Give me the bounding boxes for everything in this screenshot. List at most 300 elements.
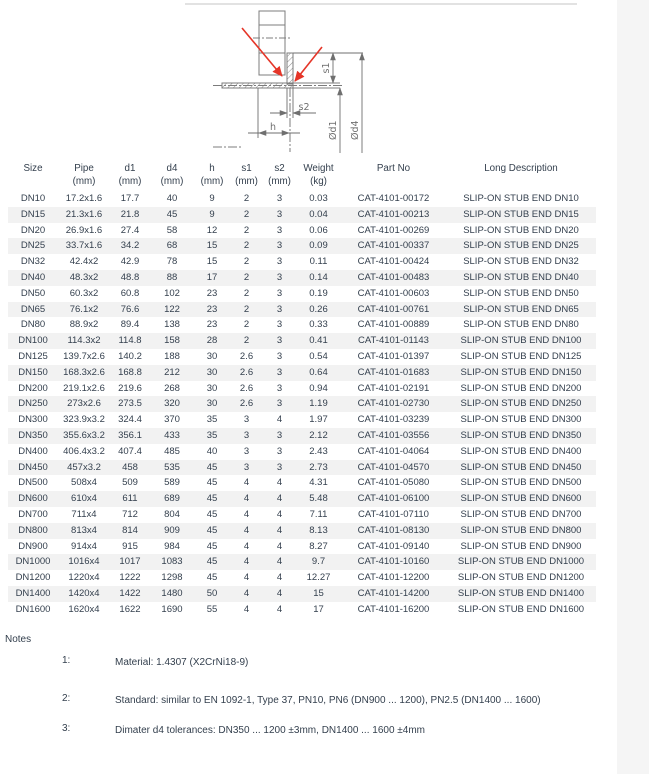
table-cell: 3 bbox=[276, 382, 283, 394]
table-cell: 88 bbox=[166, 271, 178, 283]
table-cell: 4 bbox=[243, 540, 250, 552]
table-cell: 0.04 bbox=[309, 208, 328, 220]
table-cell: 23 bbox=[206, 319, 218, 331]
table-cell: 1420x4 bbox=[68, 587, 100, 599]
spec-table bbox=[8, 161, 596, 618]
table-cell: 2 bbox=[243, 256, 250, 268]
table-cell: 0.19 bbox=[309, 287, 328, 299]
table-cell: 1017 bbox=[119, 556, 141, 568]
column-header-label: Pipe bbox=[74, 163, 94, 174]
table-row bbox=[8, 381, 596, 397]
table-row bbox=[8, 570, 596, 586]
table-cell: SLIP-ON STUB END DN300 bbox=[460, 414, 582, 426]
table-cell: 3 bbox=[276, 429, 283, 441]
table-row bbox=[8, 539, 596, 555]
table-cell: 3 bbox=[276, 461, 283, 473]
label-h: h bbox=[269, 122, 277, 133]
table-cell: 1298 bbox=[161, 572, 183, 584]
table-cell: 610x4 bbox=[71, 493, 97, 505]
table-cell: SLIP-ON STUB END DN40 bbox=[463, 271, 579, 283]
table-cell: 2 bbox=[243, 319, 250, 331]
table-cell: 535 bbox=[164, 461, 180, 473]
table-cell: 139.7x2.6 bbox=[63, 350, 105, 362]
table-cell: 35 bbox=[206, 429, 218, 441]
table-cell: 323.9x3.2 bbox=[63, 414, 105, 426]
table-cell: 58 bbox=[166, 224, 178, 236]
table-cell: 12 bbox=[206, 224, 218, 236]
table-cell: 1620x4 bbox=[68, 603, 100, 615]
table-cell: CAT-4101-00483 bbox=[357, 271, 430, 283]
table-cell: 12.27 bbox=[306, 572, 331, 584]
column-header-size bbox=[8, 161, 58, 191]
table-cell: DN1200 bbox=[15, 572, 51, 584]
table-row bbox=[8, 270, 596, 286]
table-cell: 268 bbox=[164, 382, 180, 394]
table-cell: 4 bbox=[276, 493, 283, 505]
table-cell: 4 bbox=[276, 477, 283, 489]
table-cell: 45 bbox=[206, 477, 218, 489]
table-cell: 407.4 bbox=[118, 445, 142, 457]
table-cell: DN50 bbox=[20, 287, 46, 299]
table-cell: 4.31 bbox=[309, 477, 328, 489]
table-row bbox=[8, 286, 596, 302]
table-cell: 0.06 bbox=[309, 224, 328, 236]
note-item bbox=[5, 655, 595, 670]
table-cell: 76.1x2 bbox=[69, 303, 99, 315]
table-cell: CAT-4101-01397 bbox=[357, 350, 430, 362]
table-cell: 30 bbox=[206, 366, 218, 378]
table-cell: 3 bbox=[276, 193, 283, 204]
table-cell: 48.3x2 bbox=[69, 271, 99, 283]
column-header-unit: (mm) bbox=[200, 176, 224, 187]
table-cell: 324.4 bbox=[118, 414, 142, 426]
label-s1: s1 bbox=[321, 62, 332, 74]
table-cell: 1083 bbox=[161, 556, 183, 568]
table-cell: DN40 bbox=[20, 271, 46, 283]
table-cell: DN500 bbox=[18, 477, 48, 489]
weld-arrow-inner bbox=[242, 28, 282, 76]
table-cell: 30 bbox=[206, 382, 218, 394]
table-cell: 509 bbox=[122, 477, 138, 489]
table-row bbox=[8, 349, 596, 365]
table-cell: 589 bbox=[164, 477, 180, 489]
table-body bbox=[8, 191, 596, 618]
table-cell: 5.48 bbox=[309, 493, 328, 505]
table-cell: CAT-4101-01143 bbox=[358, 335, 429, 347]
table-cell: 30 bbox=[206, 350, 218, 362]
table-cell: CAT-4101-00603 bbox=[357, 287, 430, 299]
figure-area bbox=[185, 0, 577, 158]
table-row bbox=[8, 444, 596, 460]
table-cell: 2.6 bbox=[239, 398, 254, 410]
table-row bbox=[8, 396, 596, 412]
table-cell: 102 bbox=[164, 287, 180, 299]
table-cell: CAT-4101-08130 bbox=[357, 524, 430, 536]
notes-heading: Notes bbox=[5, 634, 32, 645]
column-header-part-no bbox=[341, 161, 446, 191]
table-cell: 114.3x2 bbox=[67, 335, 101, 347]
table-cell: 76.6 bbox=[120, 303, 140, 315]
table-cell: 42.4x2 bbox=[69, 256, 99, 268]
table-cell: 1480 bbox=[161, 587, 183, 599]
note-number: 1: bbox=[62, 655, 71, 666]
table-cell: 689 bbox=[164, 493, 180, 505]
table-cell: 611 bbox=[122, 493, 138, 505]
table-cell: 2.12 bbox=[309, 429, 328, 441]
table-cell: 3 bbox=[243, 414, 250, 426]
column-header-s1 bbox=[230, 161, 263, 191]
table-cell: 17.7 bbox=[120, 193, 140, 204]
table-cell: SLIP-ON STUB END DN900 bbox=[460, 540, 582, 552]
table-cell: DN900 bbox=[18, 540, 48, 552]
table-cell: 4 bbox=[243, 556, 250, 568]
table-cell: CAT-4101-03239 bbox=[357, 414, 430, 426]
table-cell: 458 bbox=[122, 461, 138, 473]
table-cell: 9 bbox=[209, 193, 215, 204]
column-header-label: s2 bbox=[274, 163, 285, 174]
table-cell: 3 bbox=[276, 445, 283, 457]
table-cell: SLIP-ON STUB END DN800 bbox=[460, 524, 582, 536]
column-header-unit: (mm) bbox=[235, 176, 258, 187]
table-cell: SLIP-ON STUB END DN150 bbox=[460, 366, 582, 378]
column-header-label: s1 bbox=[241, 163, 252, 174]
table-cell: 168.3x2.6 bbox=[63, 366, 105, 378]
table-cell: 3 bbox=[276, 335, 283, 347]
column-header-pipe bbox=[58, 161, 110, 191]
table-cell: 219.6 bbox=[118, 382, 142, 394]
table-cell: 0.54 bbox=[309, 350, 328, 362]
table-cell: SLIP-ON STUB END DN15 bbox=[463, 208, 579, 220]
table-cell: 45 bbox=[206, 540, 218, 552]
table-cell: 3 bbox=[276, 366, 283, 378]
table-cell: 138 bbox=[164, 319, 180, 331]
column-header-d4 bbox=[150, 161, 194, 191]
column-header-label: d1 bbox=[124, 163, 136, 174]
table-cell: 26.9x1.6 bbox=[65, 224, 103, 236]
table-cell: DN1000 bbox=[15, 556, 51, 568]
column-header-label: Size bbox=[23, 163, 43, 174]
table-row bbox=[8, 254, 596, 270]
table-cell: DN1600 bbox=[15, 603, 51, 615]
table-cell: 1.97 bbox=[309, 414, 328, 426]
table-cell: CAT-4101-07110 bbox=[358, 508, 429, 520]
table-row bbox=[8, 523, 596, 539]
table-cell: 2 bbox=[243, 287, 250, 299]
table-cell: CAT-4101-00424 bbox=[357, 256, 430, 268]
notes-list bbox=[5, 655, 595, 738]
table-cell: 89.4 bbox=[120, 319, 140, 331]
label-d1: Ød1 bbox=[328, 120, 339, 140]
table-cell: 915 bbox=[122, 540, 138, 552]
table-cell: 45 bbox=[206, 556, 218, 568]
table-cell: SLIP-ON STUB END DN100 bbox=[460, 335, 582, 347]
table-cell: 21.8 bbox=[120, 208, 140, 220]
table-cell: SLIP-ON STUB END DN125 bbox=[460, 350, 582, 362]
table-cell: DN32 bbox=[20, 256, 46, 268]
table-cell: SLIP-ON STUB END DN80 bbox=[463, 319, 579, 331]
column-header-unit: (mm) bbox=[160, 176, 184, 187]
table-cell: 457x3.2 bbox=[67, 461, 101, 473]
table-cell: 27.4 bbox=[120, 224, 140, 236]
table-cell: 711x4 bbox=[71, 508, 97, 520]
column-header-unit: (mm) bbox=[118, 176, 142, 187]
table-cell: CAT-4101-04570 bbox=[357, 461, 430, 473]
table-cell: DN65 bbox=[20, 303, 46, 315]
table-row bbox=[8, 586, 596, 602]
table-cell: 320 bbox=[164, 398, 180, 410]
table-cell: 3 bbox=[276, 319, 283, 331]
table-cell: CAT-4101-03556 bbox=[357, 429, 430, 441]
right-gutter bbox=[617, 0, 649, 774]
table-cell: DN700 bbox=[18, 508, 48, 520]
table-cell: 2.6 bbox=[239, 366, 254, 378]
table-cell: DN800 bbox=[18, 524, 48, 536]
table-cell: CAT-4101-02730 bbox=[357, 398, 430, 410]
table-cell: CAT-4101-02191 bbox=[357, 382, 430, 394]
column-header-unit: (mm) bbox=[72, 176, 96, 187]
table-cell: CAT-4101-10160 bbox=[357, 556, 430, 568]
table-cell: SLIP-ON STUB END DN1400 bbox=[457, 587, 585, 599]
table-cell: DN100 bbox=[18, 335, 48, 347]
table-cell: 0.64 bbox=[309, 366, 328, 378]
table-cell: 45 bbox=[206, 493, 218, 505]
table-row bbox=[8, 207, 596, 223]
table-cell: CAT-4101-14200 bbox=[357, 587, 430, 599]
table-cell: 0.03 bbox=[309, 193, 328, 204]
table-row bbox=[8, 317, 596, 333]
column-header-h bbox=[194, 161, 230, 191]
table-cell: 0.94 bbox=[309, 382, 328, 394]
note-text: Material: 1.4307 (X2CrNi18-9) bbox=[115, 657, 249, 668]
table-cell: 0.11 bbox=[309, 256, 328, 268]
table-cell: 3 bbox=[276, 398, 283, 410]
table-row bbox=[8, 302, 596, 318]
table-row bbox=[8, 460, 596, 476]
table-cell: 8.13 bbox=[309, 524, 328, 536]
table-cell: 3 bbox=[276, 224, 283, 236]
table-cell: 23 bbox=[206, 287, 218, 299]
table-cell: SLIP-ON STUB END DN400 bbox=[460, 445, 582, 457]
table-cell: DN250 bbox=[18, 398, 48, 410]
table-cell: 4 bbox=[243, 477, 250, 489]
table-cell: 804 bbox=[164, 508, 180, 520]
table-row bbox=[8, 333, 596, 349]
table-cell: 370 bbox=[164, 414, 180, 426]
table-cell: 0.41 bbox=[309, 335, 328, 347]
table-cell: DN80 bbox=[20, 319, 46, 331]
stub-end-drawing bbox=[185, 0, 577, 158]
table-cell: SLIP-ON STUB END DN1200 bbox=[457, 572, 585, 584]
table-cell: 273.5 bbox=[118, 398, 142, 410]
table-cell: 60.8 bbox=[120, 287, 140, 299]
table-cell: DN150 bbox=[18, 366, 48, 378]
table-cell: 9 bbox=[209, 208, 215, 220]
table-row bbox=[8, 412, 596, 428]
table-cell: 4 bbox=[243, 572, 250, 584]
table-cell: 1222 bbox=[119, 572, 141, 584]
table-cell: 45 bbox=[206, 461, 218, 473]
column-header-label: Long Description bbox=[484, 163, 558, 174]
table-cell: 55 bbox=[206, 603, 218, 615]
table-cell: 3 bbox=[243, 461, 250, 473]
table-cell: 2.73 bbox=[309, 461, 328, 473]
table-cell: 21.3x1.6 bbox=[65, 208, 103, 220]
table-cell: 814 bbox=[122, 524, 138, 536]
table-header-row bbox=[8, 161, 596, 191]
note-number: 3: bbox=[62, 723, 71, 734]
table-cell: 2 bbox=[243, 208, 250, 220]
table-cell: CAT-4101-05080 bbox=[357, 477, 430, 489]
column-header-unit: (mm) bbox=[268, 176, 291, 187]
flange-outline bbox=[253, 11, 291, 75]
table-cell: CAT-4101-09140 bbox=[357, 540, 430, 552]
table-cell: 2 bbox=[243, 303, 250, 315]
table-cell: 273x2.6 bbox=[67, 398, 101, 410]
table-row bbox=[8, 191, 596, 207]
table-cell: SLIP-ON STUB END DN50 bbox=[463, 287, 579, 299]
table-row bbox=[8, 428, 596, 444]
table-cell: 485 bbox=[164, 445, 180, 457]
column-header-label: Weight bbox=[303, 163, 334, 174]
table-cell: 40 bbox=[166, 193, 178, 204]
table-row bbox=[8, 507, 596, 523]
note-text: Standard: similar to EN 1092-1, Type 37, PN10, PN6 (DN900 ... 1200), PN2.5 (DN1400 ... 1600) bbox=[115, 695, 541, 706]
table-cell: 3 bbox=[276, 256, 283, 268]
column-header-d1 bbox=[110, 161, 150, 191]
table-cell: 212 bbox=[164, 366, 180, 378]
table-cell: SLIP-ON STUB END DN10 bbox=[463, 193, 579, 204]
table-cell: 4 bbox=[276, 414, 283, 426]
weld-arrow-outer bbox=[295, 47, 322, 81]
table-cell: 3 bbox=[276, 208, 283, 220]
table-cell: 4 bbox=[243, 603, 250, 615]
table-cell: 45 bbox=[206, 508, 218, 520]
table-cell: SLIP-ON STUB END DN20 bbox=[463, 224, 579, 236]
table-cell: 3 bbox=[276, 271, 283, 283]
table-cell: 35 bbox=[206, 414, 218, 426]
table-cell: 78 bbox=[166, 256, 178, 268]
table-cell: SLIP-ON STUB END DN1600 bbox=[457, 603, 585, 615]
table-cell: 30 bbox=[206, 398, 218, 410]
collar-wall-hatched bbox=[287, 53, 293, 84]
column-header-unit: (kg) bbox=[310, 176, 327, 187]
table-cell: SLIP-ON STUB END DN250 bbox=[460, 398, 582, 410]
table-cell: CAT-4101-00213 bbox=[357, 208, 430, 220]
table-row bbox=[8, 491, 596, 507]
table-cell: 15 bbox=[313, 587, 324, 599]
table-cell: 122 bbox=[164, 303, 180, 315]
table-cell: 0.26 bbox=[309, 303, 328, 315]
table-cell: 17 bbox=[206, 271, 218, 283]
table-cell: DN350 bbox=[18, 429, 48, 441]
table-cell: 33.7x1.6 bbox=[65, 240, 103, 252]
table-cell: 984 bbox=[164, 540, 180, 552]
table-cell: 8.27 bbox=[309, 540, 328, 552]
table-cell: 28 bbox=[206, 335, 218, 347]
table-cell: 88.9x2 bbox=[69, 319, 99, 331]
table-cell: 2 bbox=[243, 240, 250, 252]
table-cell: 1422 bbox=[119, 587, 141, 599]
table-cell: 4 bbox=[276, 587, 283, 599]
table-cell: DN1400 bbox=[15, 587, 51, 599]
table-cell: 2 bbox=[243, 193, 250, 204]
table-cell: 3 bbox=[276, 287, 283, 299]
table-cell: DN300 bbox=[18, 414, 48, 426]
table-row bbox=[8, 365, 596, 381]
table-cell: SLIP-ON STUB END DN32 bbox=[463, 256, 579, 268]
table-cell: 4 bbox=[276, 572, 283, 584]
table-cell: DN25 bbox=[20, 240, 46, 252]
column-header-label: d4 bbox=[166, 163, 178, 174]
table-cell: 2.6 bbox=[239, 350, 254, 362]
column-header-weight bbox=[296, 161, 341, 191]
table-cell: 356.1 bbox=[118, 429, 142, 441]
table-cell: 158 bbox=[164, 335, 180, 347]
table-cell: 1016x4 bbox=[68, 556, 100, 568]
table-cell: 4 bbox=[276, 540, 283, 552]
table-cell: CAT-4101-00269 bbox=[357, 224, 430, 236]
table-cell: 15 bbox=[206, 256, 218, 268]
label-s2: s2 bbox=[298, 102, 310, 113]
table-cell: 433 bbox=[164, 429, 180, 441]
table-cell: CAT-4101-04064 bbox=[357, 445, 430, 457]
table-cell: 4 bbox=[243, 524, 250, 536]
table-cell: 1.19 bbox=[309, 398, 328, 410]
table-cell: 168.8 bbox=[118, 366, 142, 378]
table-cell: 909 bbox=[164, 524, 180, 536]
table-cell: CAT-4101-00337 bbox=[357, 240, 430, 252]
table-cell: 3 bbox=[276, 303, 283, 315]
table-cell: 3 bbox=[243, 445, 250, 457]
table-row bbox=[8, 223, 596, 239]
table-cell: 2 bbox=[243, 335, 250, 347]
table-cell: SLIP-ON STUB END DN700 bbox=[460, 508, 582, 520]
table-cell: SLIP-ON STUB END DN350 bbox=[460, 429, 582, 441]
note-item bbox=[5, 693, 595, 708]
table-cell: CAT-4101-00889 bbox=[357, 319, 430, 331]
table-cell: 2.43 bbox=[309, 445, 328, 457]
table-cell: SLIP-ON STUB END DN600 bbox=[460, 493, 582, 505]
table-row bbox=[8, 475, 596, 491]
table-cell: 60.3x2 bbox=[69, 287, 99, 299]
table-cell: 140.2 bbox=[118, 350, 142, 362]
table-cell: 0.33 bbox=[309, 319, 328, 331]
column-header-long-description bbox=[446, 161, 596, 191]
table-cell: SLIP-ON STUB END DN500 bbox=[460, 477, 582, 489]
table-row bbox=[8, 602, 596, 618]
table-cell: 188 bbox=[164, 350, 180, 362]
table-cell: SLIP-ON STUB END DN25 bbox=[463, 240, 579, 252]
table-cell: SLIP-ON STUB END DN65 bbox=[463, 303, 579, 315]
table-cell: 1220x4 bbox=[68, 572, 100, 584]
table-cell: CAT-4101-00761 bbox=[357, 303, 430, 315]
table-cell: 4 bbox=[243, 493, 250, 505]
table-row bbox=[8, 238, 596, 254]
table-cell: 1622 bbox=[119, 603, 141, 615]
table-cell: 406.4x3.2 bbox=[63, 445, 105, 457]
label-d4: Ød4 bbox=[350, 120, 361, 140]
table-cell: 9.7 bbox=[311, 556, 326, 568]
table-cell: CAT-4101-01683 bbox=[357, 366, 430, 378]
table-cell: 23 bbox=[206, 303, 218, 315]
table-cell: 45 bbox=[206, 524, 218, 536]
table-cell: 508x4 bbox=[71, 477, 97, 489]
note-item bbox=[5, 723, 595, 738]
table-cell: 40 bbox=[206, 445, 218, 457]
column-header-label: h bbox=[209, 163, 215, 174]
table-cell: CAT-4101-12200 bbox=[357, 572, 430, 584]
table-cell: 914x4 bbox=[71, 540, 97, 552]
